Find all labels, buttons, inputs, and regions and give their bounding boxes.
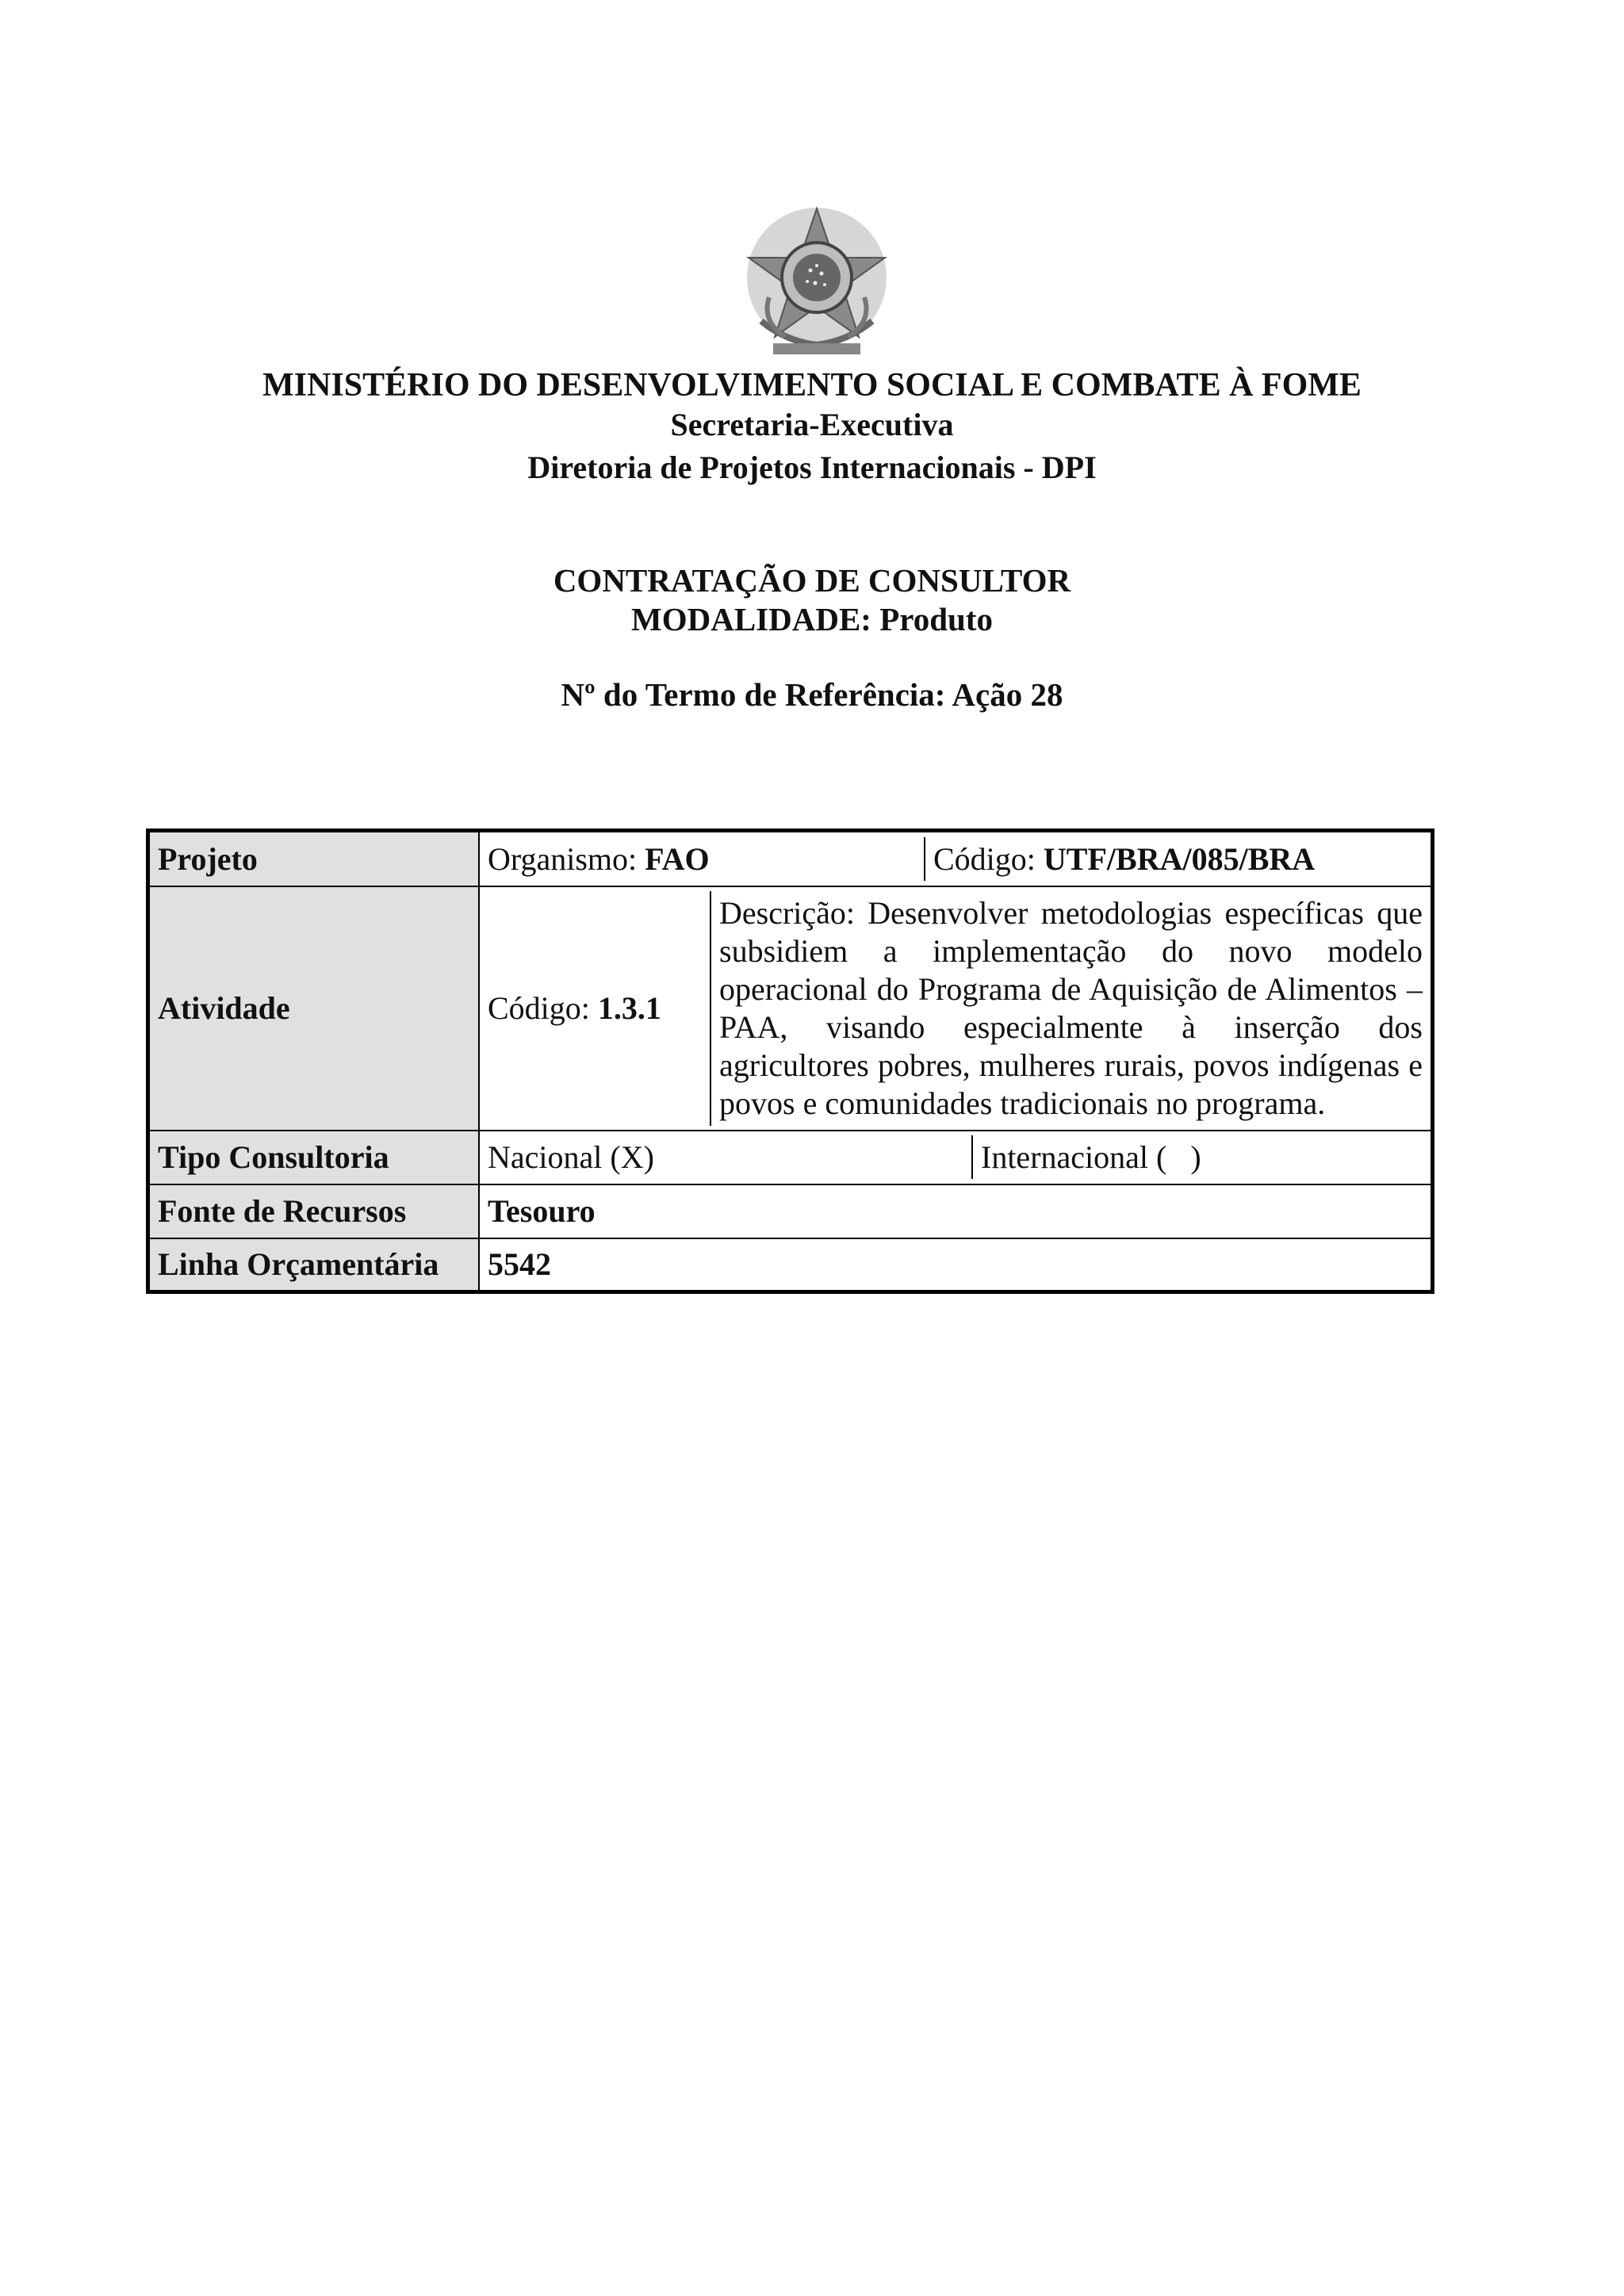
projeto-codigo-prefix: Código: [933, 840, 1044, 877]
reference-number: Nº do Termo de Referência: Ação 28 [561, 676, 1063, 713]
projeto-inner [480, 837, 1431, 881]
projeto-codigo-cell [925, 837, 1431, 881]
label-projeto: Projeto [148, 831, 480, 886]
linha-value: 5542 [479, 1238, 1433, 1292]
reference-table [146, 828, 1434, 1294]
nacional-option: Nacional (X) [488, 1139, 654, 1175]
label-fonte: Fonte de Recursos [148, 1184, 480, 1238]
ministry-title: MINISTÉRIO DO DESENVOLVIMENTO SOCIAL E COMBATE À FOME [262, 367, 1362, 404]
contract-title: CONTRATAÇÃO DE CONSULTOR [553, 562, 1071, 599]
organismo-cell [480, 837, 925, 881]
fonte-value: Tesouro [479, 1184, 1433, 1238]
tipo-values [479, 1131, 1433, 1184]
atividade-descricao: Descrição: Desenvolver metodologias específicas que subsidiem a implementação do novo modelo operacional do Programa de Aquisição de Alimentos – PAA, visando especialmente à inserção dos agricultores pobres, mulheres rurais, povos indígenas e povos e comunidades tradicionais no programa. [710, 891, 1431, 1126]
projeto-codigo-value: UTF/BRA/085/BRA [1043, 840, 1316, 877]
row-projeto [148, 831, 1433, 886]
label-tipo: Tipo Consultoria [148, 1131, 480, 1184]
secretariat-title: Secretaria-Executiva [670, 407, 954, 442]
tipo-inner [480, 1135, 1431, 1179]
row-tipo [148, 1131, 1433, 1184]
atividade-codigo-value: 1.3.1 [597, 990, 661, 1026]
organismo-value: FAO [645, 840, 710, 877]
label-linha: Linha Orçamentária [148, 1238, 480, 1292]
organismo-prefix: Organismo: [488, 840, 645, 877]
atividade-inner [480, 891, 1431, 1126]
row-atividade [148, 886, 1433, 1131]
modality-title: MODALIDADE: Produto [631, 601, 993, 637]
atividade-codigo-cell [480, 891, 710, 1126]
row-fonte [148, 1184, 1433, 1238]
projeto-values [479, 831, 1433, 886]
row-linha [148, 1238, 1433, 1292]
coat-of-arms-emblem [737, 202, 896, 361]
directorate-title: Diretoria de Projetos Internacionais - DPI [527, 450, 1097, 485]
atividade-values [479, 886, 1433, 1131]
atividade-codigo-prefix: Código: [488, 990, 598, 1026]
label-atividade: Atividade [148, 886, 480, 1131]
internacional-option: Internacional ( ) [972, 1135, 1431, 1179]
